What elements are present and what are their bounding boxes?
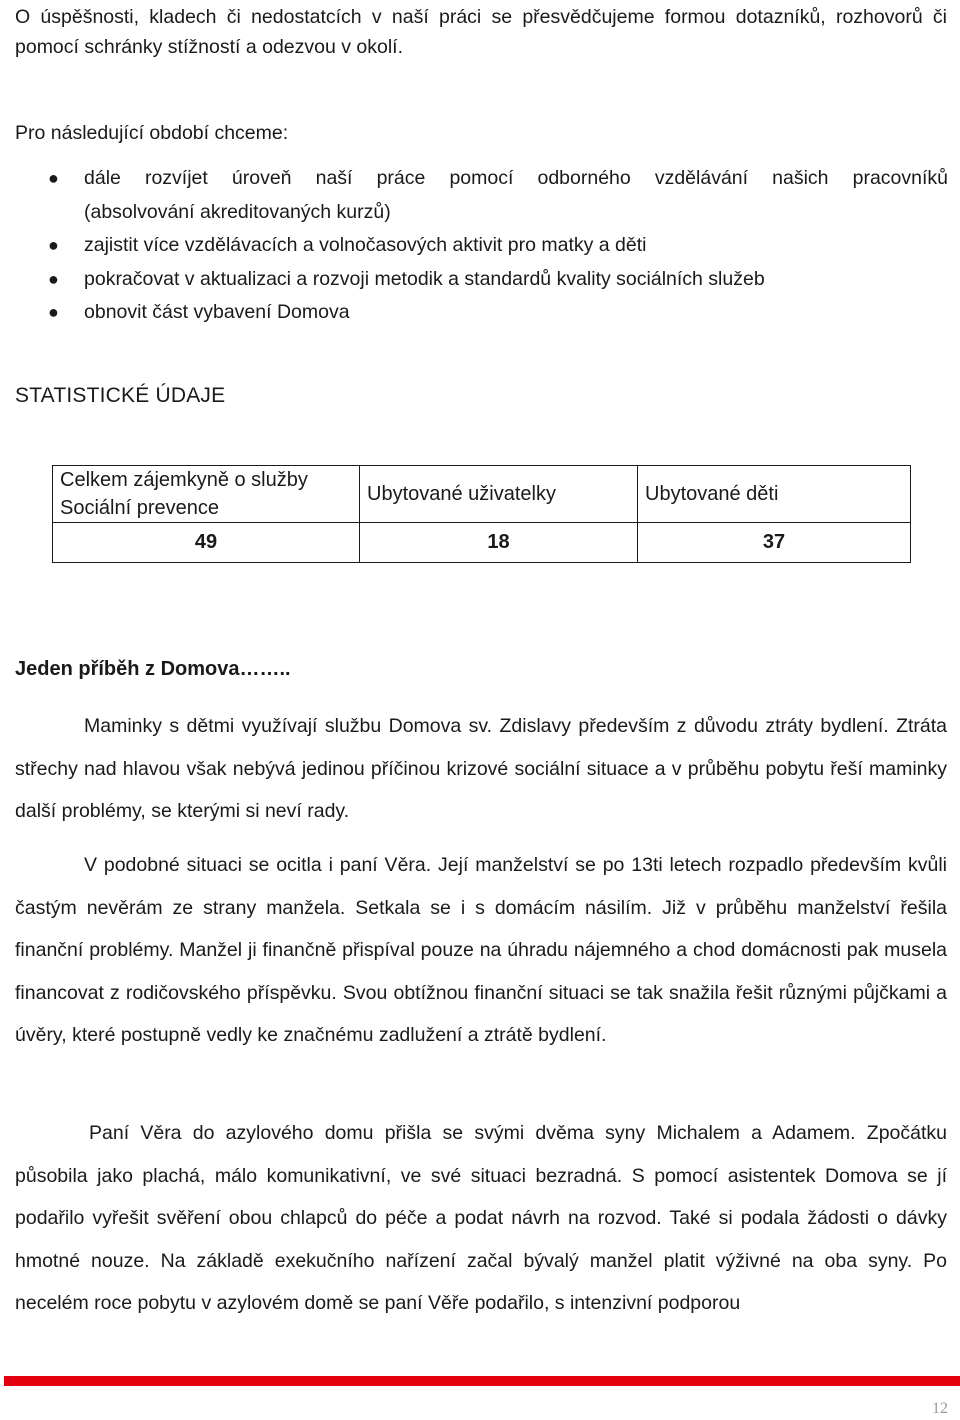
table-cell: 37 bbox=[638, 523, 911, 563]
list-item-text: pokračovat v aktualizaci a rozvoji metodik a standardů kvality sociálních služeb bbox=[84, 267, 765, 290]
bullet-icon: ● bbox=[48, 302, 59, 322]
table-header-cell bbox=[638, 466, 911, 523]
list-item-text-continued: (absolvování akreditovaných kurzů) bbox=[84, 200, 391, 223]
header-residents: Ubytované uživatelky bbox=[367, 483, 556, 505]
list-item-text: obnovit část vybavení Domova bbox=[84, 301, 350, 323]
bullet-icon: ● bbox=[48, 268, 59, 289]
table-cell: 49 bbox=[53, 523, 360, 563]
page-number: 12 bbox=[932, 1400, 948, 1417]
footer-divider bbox=[4, 1376, 960, 1386]
statistics-table bbox=[52, 465, 911, 563]
list-item-text: dále rozvíjet úroveň naší práce pomocí odborného vzdělávání našich pracovníků bbox=[84, 167, 948, 189]
list-item-text: zajistit více vzdělávacích a volnočasových aktivit pro matky a děti bbox=[84, 234, 647, 256]
table-cell: 18 bbox=[360, 523, 638, 563]
story-title: Jeden příběh z Domova…….. bbox=[15, 658, 291, 680]
table-header-row bbox=[53, 466, 911, 523]
story-paragraph: Maminky s dětmi využívají službu Domova sv. Zdislavy především z důvodu ztráty bydlení. Ztráta střechy nad hlavou však nebývá jedinou příčinou krizové sociální situace a v průběhu pobytu řeší maminky další problémy, se kterými si neví rady. bbox=[15, 715, 947, 823]
bullet-icon: ● bbox=[48, 168, 59, 188]
header-applicants: Celkem zájemkyně o služby bbox=[60, 469, 308, 491]
table-header-cell bbox=[360, 466, 638, 523]
list-item bbox=[0, 229, 948, 263]
story-paragraph: Paní Věra do azylového domu přišla se svými dvěma syny Michalem a Adamem. Zpočátku působila jako plachá, málo komunikativní, ve své situaci bezradná. S pomocí asistentek Domova se jí podařilo vyřešit svěření obou chlapců do péče a podat návrh na rozvod. Také si podala žádosti o dávky hmotné nouze. Na základě exekučního nařízení začal bývalý manžel platit výživné na oba syny. Po necelém roce pobytu v azylovém domě se paní Věře podařilo, s intenzivní podporou bbox=[15, 1122, 947, 1315]
section-heading: STATISTICKÉ ÚDAJE bbox=[15, 384, 226, 407]
header-children: Ubytované děti bbox=[645, 483, 779, 505]
table-row bbox=[53, 523, 911, 563]
goals-list bbox=[0, 162, 948, 330]
list-item bbox=[0, 162, 948, 229]
story-paragraph: V podobné situaci se ocitla i paní Věra. Její manželství se po 13ti letech rozpadlo především kvůli častým nevěrám ze strany manžela. Setkala se i s domácím násilím. Již v průběhu manželství řešila finanční problémy. Manžel ji finančně přispíval pouze na úhradu nájemného a chod domácnosti pak musela financovat z rodičovského příspěvku. Svou obtížnou finanční situaci se tak snažila řešit různými půjčkami a úvěry, které postupně vedly ke značnému zadlužení a ztrátě bydlení. bbox=[15, 854, 947, 1047]
table-header-cell bbox=[53, 466, 360, 523]
header-prevention: Sociální prevence bbox=[60, 497, 219, 519]
list-item bbox=[0, 263, 948, 297]
bullet-icon: ● bbox=[48, 235, 59, 255]
list-item bbox=[0, 296, 948, 330]
intro-paragraph: O úspěšnosti, kladech či nedostatcích v naší práci se přesvědčujeme formou dotazníků, rozhovorů či pomocí schránky stížností a odezvou v okolí. bbox=[15, 6, 947, 58]
plan-lead: Pro následující období chceme: bbox=[15, 122, 289, 144]
